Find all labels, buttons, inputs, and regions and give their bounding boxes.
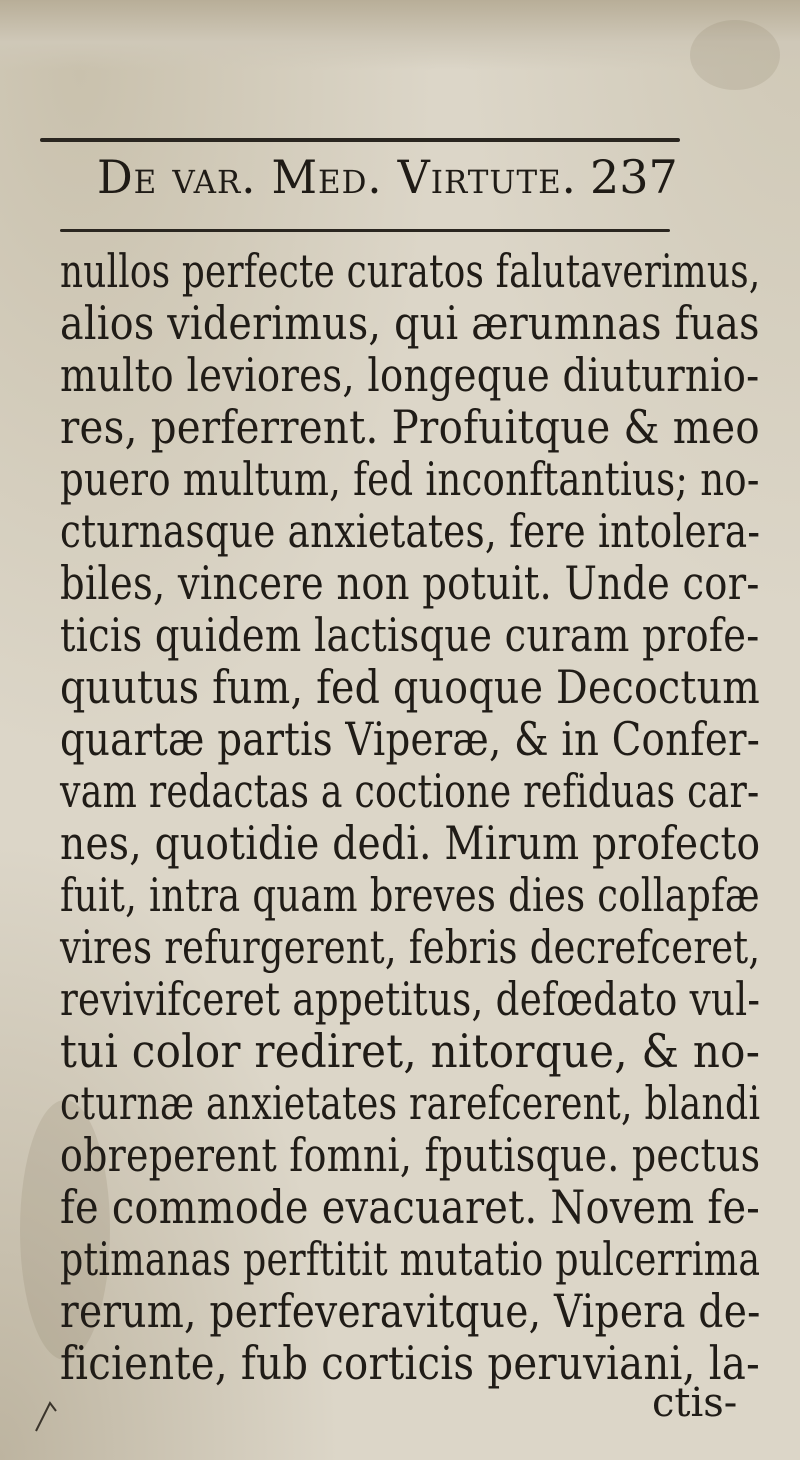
text-line: rerum, perfeveravitque, Vipera de- [60,1284,761,1338]
text-line: puero multum, fed inconftantius; no- [60,452,760,506]
text-line: ticis quidem lactisque curam profe- [60,608,760,662]
text-line: tui color rediret, nitorque, & no- [60,1024,761,1078]
text-line: ptimanas perftitit mutatio pulcerrima [60,1232,761,1286]
text-line: obreperent fomni, fputisque. pectus [60,1128,761,1182]
text-line: cturnæ anxietates rarefcerent, blandi [60,1076,761,1130]
running-head-title: De var. Med. Virtute. [97,150,577,204]
text-line: biles, vincere non potuit. Unde cor- [60,556,760,610]
text-line: res, perferrent. Profuitque & meo [60,400,760,454]
text-line: vam redactas a coctione refiduas car- [60,764,760,818]
text-line: nes, quotidie dedi. Mirum profecto [60,816,761,870]
text-line: cturnasque anxietates, fere intolera- [60,504,761,558]
catchword: ctis- [652,1380,738,1426]
text-line: quutus fum, fed quoque Decoctum [60,660,761,714]
pencil-mark-icon [30,1395,70,1435]
text-line: alios viderimus, qui ærumnas fuas [60,296,760,350]
text-line: ficiente, fub corticis peruviani, la- [60,1336,760,1390]
text-line: fuit, intra quam breves dies collapfæ [60,868,760,922]
text-line: fe commode evacuaret. Novem fe- [60,1180,761,1234]
text-line: nullos perfecte curatos falutaverimus, [60,244,761,298]
text-line: revivifceret appetitus, defœdato vul- [60,972,761,1026]
page-number: 237 [590,150,678,204]
text-line: vires refurgerent, febris decrefceret, [60,920,761,974]
text-line: multo leviores, longeque diuturnio- [60,348,760,402]
text-line: quartæ partis Viperæ, & in Confer- [60,712,761,766]
